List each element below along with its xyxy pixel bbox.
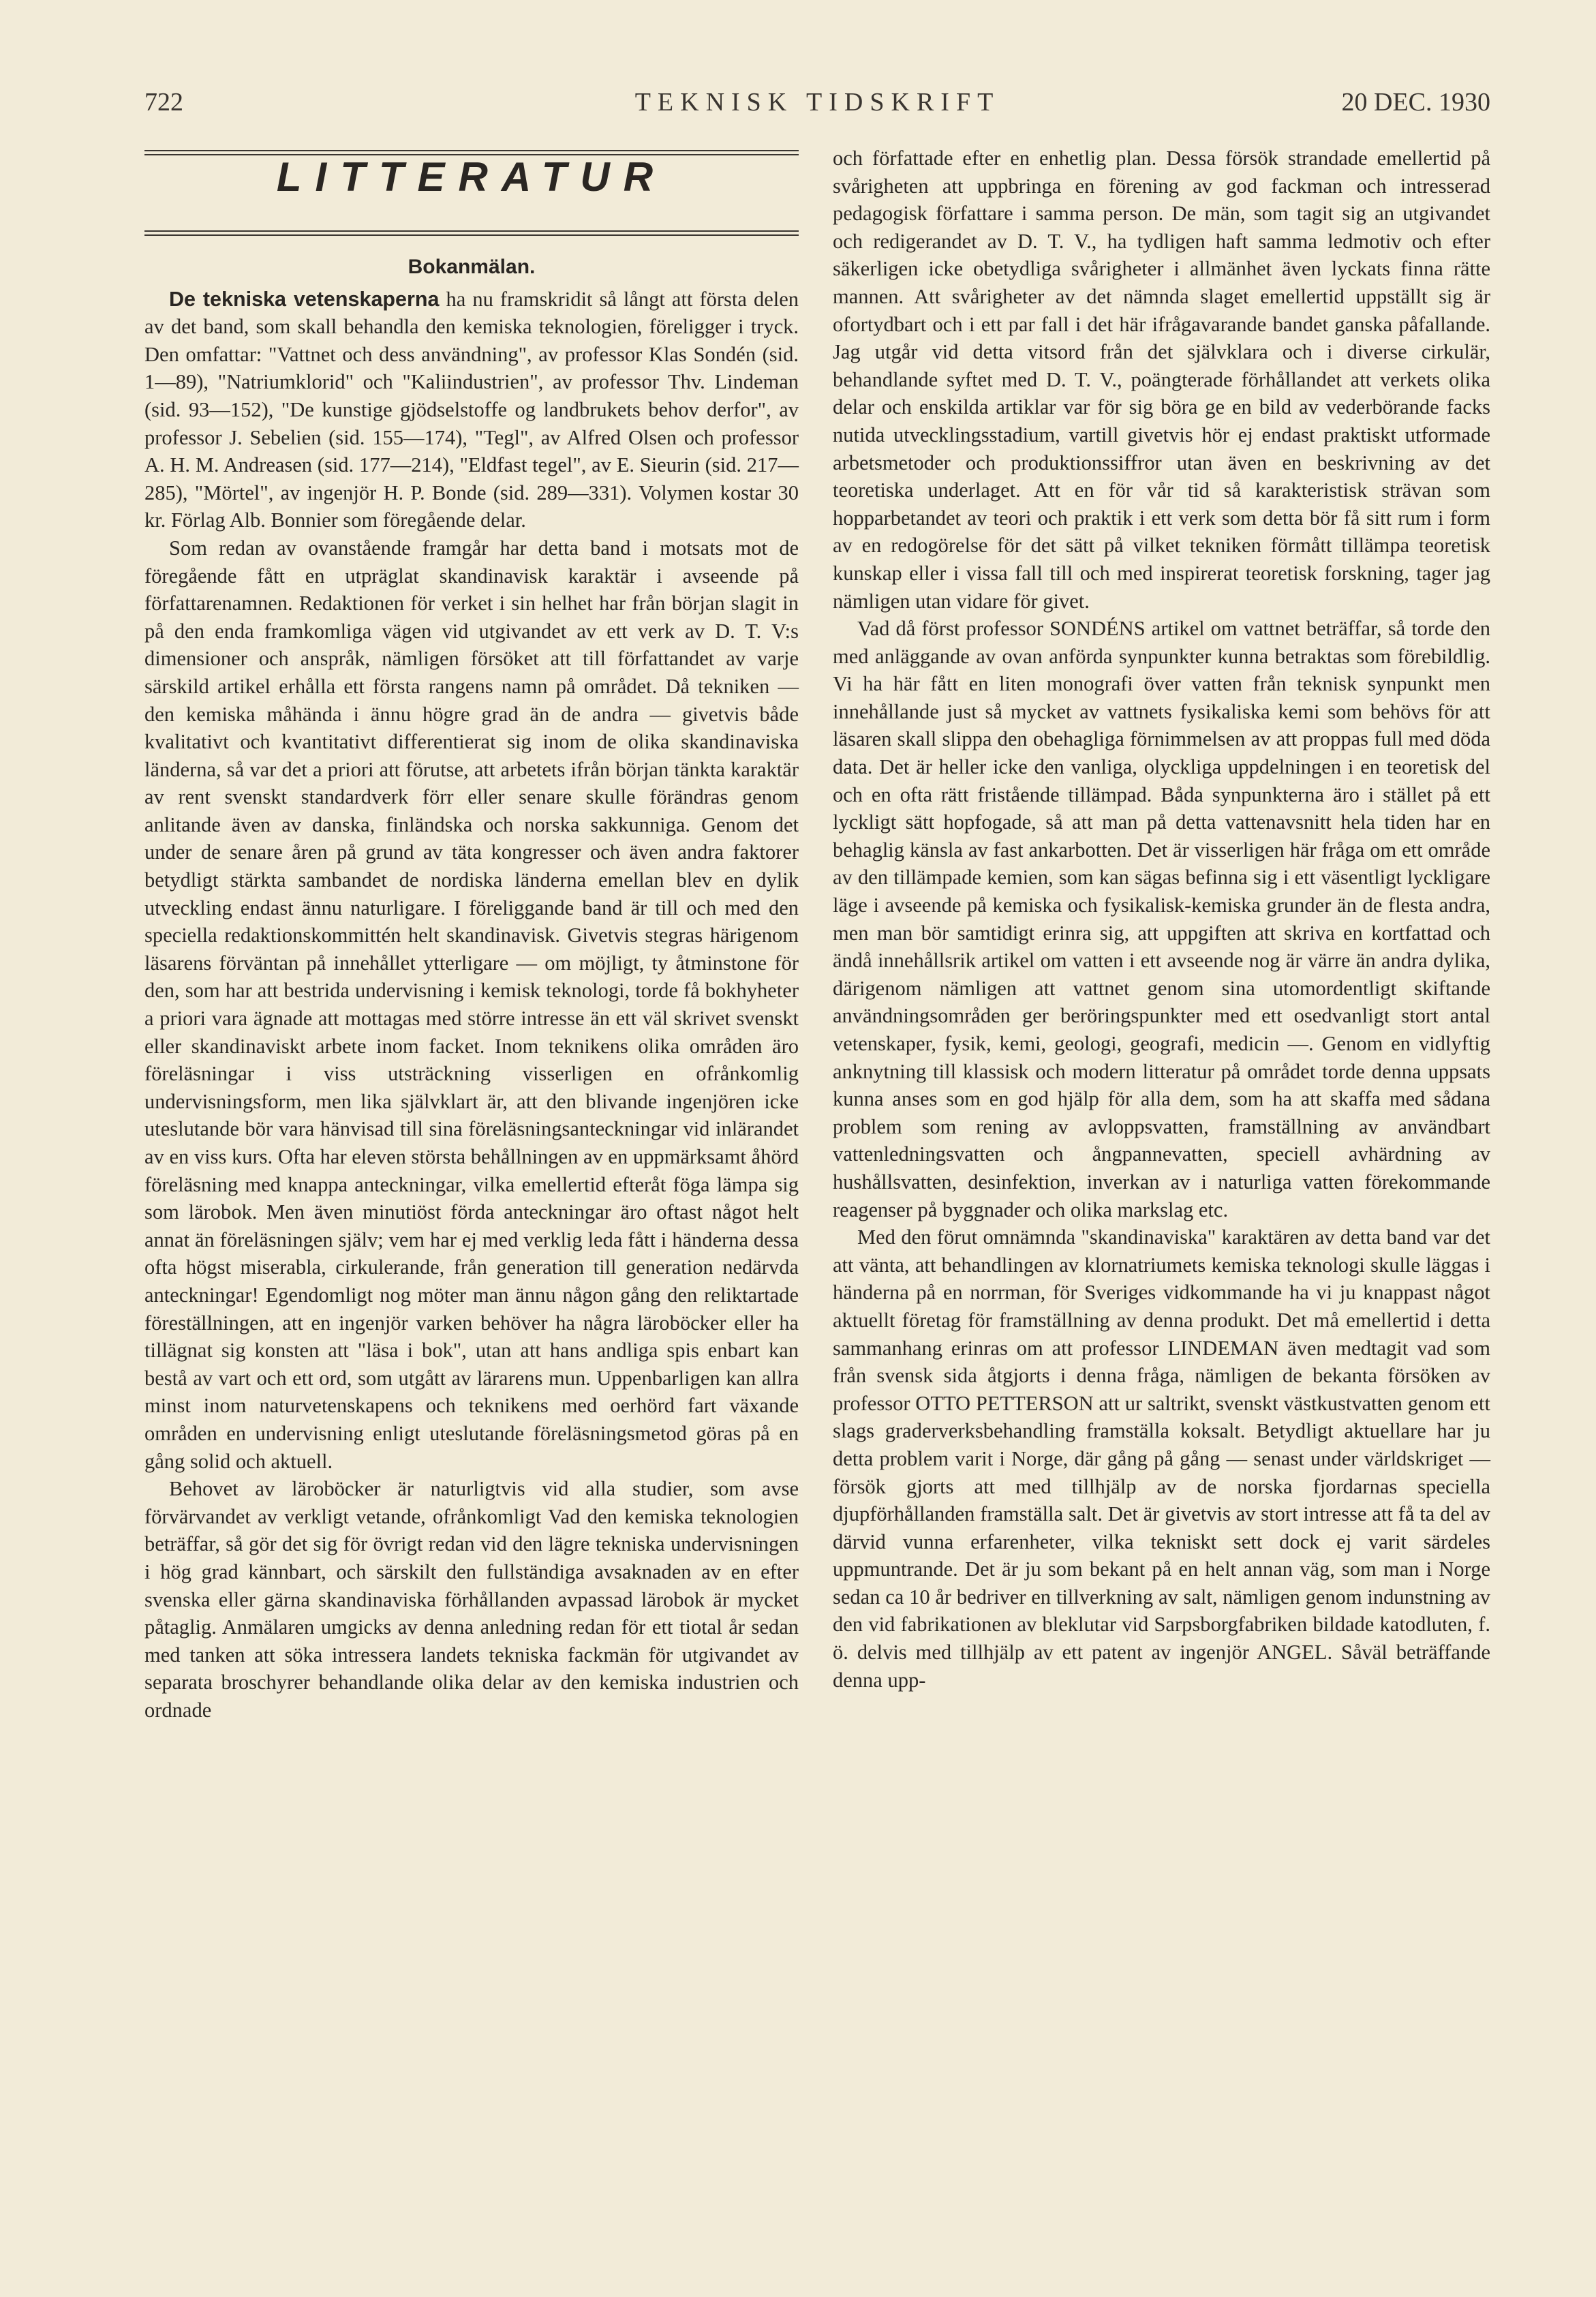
issue-date: 20 DEC. 1930 bbox=[1341, 88, 1490, 117]
lead-phrase: De tekniska vetenskaperna bbox=[169, 287, 440, 311]
journal-title: TEKNISK TIDSKRIFT bbox=[634, 88, 1000, 117]
bottom-rule bbox=[144, 230, 799, 232]
subheading: Bokanmälan. bbox=[408, 256, 536, 278]
paragraph: Behovet av läroböcker är naturligtvis vid alla studier, som avse förvärvandet av verkligt vetande, ofrånkomligt Vad den kemiska teknologien beträffar, så gör det sig för övrigt redan vid den lägre tekniska undervisningen i hög grad kännbart, och särskilt den fullständiga avsaknaden av en efter svenska eller gärna skandinaviska förhållanden avpassad lärobok är mycket påtaglig. Anmälaren umgicks av denna anledning redan för ett tiotal år sedan med tanken att söka intressera landets tekniska fackmän för utgivandet av separata broschyrer behandlande olika delar av den kemiska industrien och ordnade bbox=[144, 1477, 799, 1722]
top-rule bbox=[144, 150, 799, 151]
paragraph-text: ha nu framskridit så långt att första delen av det band, som skall behandla den kemiska teknologien, föreligger i tryck. Den omfattar: "Vattnet och dess användning", av professor Klas Sondén (sid. 1—89), "Natriumklorid" och "Kaliindustrien", av professor Thv. Lindeman (sid. 93—152), "De kunstige gjödselstoffe og landbrukets behov derfor", av professor J. Sebelien (sid. 155—174), "Tegl", av Alfred Olsen och professor A. H. M. Andreasen (sid. 177—214), "Eldfast tegel", av E. Sieurin (sid. 217—285), "Mörtel", av ingenjör H. P. Bonde (sid. 289—331). Volymen kostar 30 kr. Förlag Alb. Bonnier som föregående delar. bbox=[144, 287, 799, 532]
left-column bbox=[144, 143, 799, 1724]
running-head bbox=[144, 87, 1490, 121]
right-column bbox=[833, 144, 1490, 1694]
paragraph: Vad då först professor SONDÉNS artikel om vattnet beträffar, så torde den med anläggande av ovan anförda synpunkter kunna betraktas som förebildlig. Vi ha här fått en liten monografi över vatten från teknisk synpunkt men innehållande just så mycket av vattnets fysikaliska kemi som behövs för att läsaren skall slippa den obehagliga förnimmelsen av att proppas full med döda data. Det är heller icke den vanliga, olyckliga uppdelningen i en teoretisk del och en ofta rätt fristående tillämpad. Båda synpunkterna äro i stället på ett lyckligt sätt hopfogade, så att man på detta vattenavsnitt hela tiden har en behaglig känsla av fast ankarbotten. Det är visserligen här fråga om ett område av den tillämpade kemien, som kan sägas befinna sig i ett väsentligt lyckligare läge i avseende på kemiska och fysikalisk-kemiska grunder än de flesta andra, men man bör samtidigt erinra sig, att uppgiften att skriva en kortfattad och ändå innehållsrik artikel om vatten i ett avseende nog är värre än andra dylika, därigenom nämligen att vattnet genom sina utomordentligt skiftande användningsområden ger beröringspunkter med ett osedvanligt stort antal vetenskaper, fysik, kemi, geologi, geografi, medicin —. Genom en vidlyftig anknytning till klassisk och modern litteratur på området torde denna uppsats kunna anses som en god hjälp för alla dem, som ha att skaffa med sådana problem som rening av avloppsvatten, framställning av användbart vattenledningsvatten och ångpannevatten, speciell avhärdning av hushållsvatten, desinfektion, inverkan av i naturliga vatten förekommande reagenser på byggnader och olika markslag etc. bbox=[833, 617, 1490, 1221]
section-title: LITTERATUR bbox=[276, 154, 667, 200]
page-number: 722 bbox=[144, 88, 183, 117]
section-header bbox=[144, 143, 799, 244]
paragraph: Som redan av ovanstående framgår har detta band i motsats mot de föregående fått en utpräglat skandinavisk karaktär i avseende på författarenamnen. Redaktionen för verket i sin helhet har från början slagit in på den enda framkomliga vägen vid utgivandet av ett verk av D. T. V:s dimensioner och anspråk, nämligen försöket att till författandet av varje särskild artikel erhålla ett första rangens namn på området. Då tekniken — den kemiska måhända i ännu högre grad än de andra — givetvis både kvalitativt och kvantitativt differentierat sig inom de olika skandinaviska länderna, så var det a priori att förutse, att arbetets ifrån början tänkta karaktär av rent svenskt standardverk förr eller senare skulle förändras genom anlitande även av danska, finländska och norska sakkunniga. Genom det under de senare åren på grund av täta kongresser och även andra faktorer betydligt stärkta sambandet de nordiska länderna emellan blev en dylik utveckling endast ännu naturligare. I föreliggande band är till och med den speciella redaktionskommittén helt skandinavisk. Givetvis stegras härigenom läsarens förväntan på innehållet ytterligare — om möjligt, ty åtminstone för den, som har att bestrida undervisning i kemisk teknologi, torde få bokhyheter a priori vara ägnade att mottagas med större intresse än ett väl skrivet svenskt eller skandinaviskt arbete inom facket. Inom teknikens olika områden äro föreläsningar i viss utsträckning visserligen en ofrånkomlig undervisningsform, men lika självklart är, att den blivande ingenjören icke uteslutande bör vara hänvisad till sina föreläsningsanteckningar vid inlärandet av en viss kurs. Ofta har eleven största behållningen av en uppmärksamt åhörd föreläsning med knappa anteckningar, vilka emellertid efteråt föga lämpa sig som lärobok. Men även minutiöst förda anteckningar äro oftast något helt annat än föreläsningen själv; vem har ej med verklig leda fått i händerna dessa ofta högst miserabla, cirkulerande, från generation till generation nedärvda anteckningar! Egendomligt nog möter man ännu någon gång den reliktartade föreställningen, att en ingenjör varken behöver ha några läroböcker eller ha tillägnat sig konsten att "läsa i bok", utan att hans andliga spis enbart kan bestå av vart och ett ord, som utgått av lärarens mun. Uppenbarligen kan allra minst inom naturvetenskapens och teknikens med oerhörd fart växande områden en undervisning enligt uteslutande föreläsningsmetod göras på en gång solid och aktuell. bbox=[144, 536, 799, 1473]
paragraph: Med den förut omnämnda "skandinaviska" karaktären av detta band var det att vänta, att behandlingen av klornatriumets kemiska teknologi skulle läggas i händerna på en norrman, för Sveriges vidkommande ha vi ju knappast något aktuellt företag för framställning av denna produkt. Det må emellertid i detta sammanhang erinras om att professor LINDEMAN även medtagit vad som från svensk sida åtgjorts i denna fråga, nämligen de bekanta försöken av professor OTTO PETTERSON att ur saltrikt, svenskt västkustvatten genom ett slags graderverksbehandling framställa koksalt. Betydligt aktuellare har ju detta problem varit i Norge, där gång på gång — senast under världskriget — försök gjorts att med tillhjälp av de norska fjordarnas speciella djupförhållanden framställa salt. Det är givetvis av stort intresse att få ta del av därvid vunna erfarenheter, vilka tekniskt sett dock ej varit särdeles uppmuntrande. Det är ju som bekant på en helt annan väg, som man i Norge sedan ca 10 år bedriver en tillverkning av salt, nämligen genom indunstning av den vid fabrikationen av bleklutar vid Sarpsborgfabriken bildade katodluten, f. ö. delvis med tillhjälp av ett patent av ingenjör ANGEL. Såväl beträffande denna upp- bbox=[833, 1226, 1490, 1692]
bottom-rule-inner bbox=[144, 234, 799, 236]
paragraph: och författade efter en enhetlig plan. Dessa försök strandade emellertid på svårigheten att uppbringa en förening av god fackman och intresserad pedagogisk författare i samma person. De män, som tagit sig an utgivandet och redigerandet av D. T. V., ha tydligen haft samma ledmotiv och efter säkerligen icke obetydliga svårigheter i allmänhet även lyckats finna rätte mannen. Att svårigheter av det nämnda slaget emellertid uppställt sig är ofortydbart och i ett par fall i det här ifrågavarande bandet ganska påfallande. Jag utgår vid detta vitsord från det självklara och i diverse cirkulär, behandlande syftet med D. T. V., poängterade förhållandet att verkets olika delar och enskilda artiklar var för sig böra ge en bild av vederbörande facks nutida utvecklingsstadium, vartill givetvis hör ej endast praktiskt utformade arbetsmetoder och produktionssiffror utan även en beskrivning av det teoretiska underlaget. Att en för vår tid så karakteristisk strävan som hopparbetandet av teori och praktik i ett verk som detta bör få sitt rum i form av en redogörelse för det sätt på vilket tekniken förmått tillämpa teoretisk kunskap eller i vissa fall till och med inspirerat teoretisk forskning, tager jag nämligen utan vidare för givet. bbox=[833, 147, 1490, 613]
paragraph bbox=[144, 286, 799, 534]
